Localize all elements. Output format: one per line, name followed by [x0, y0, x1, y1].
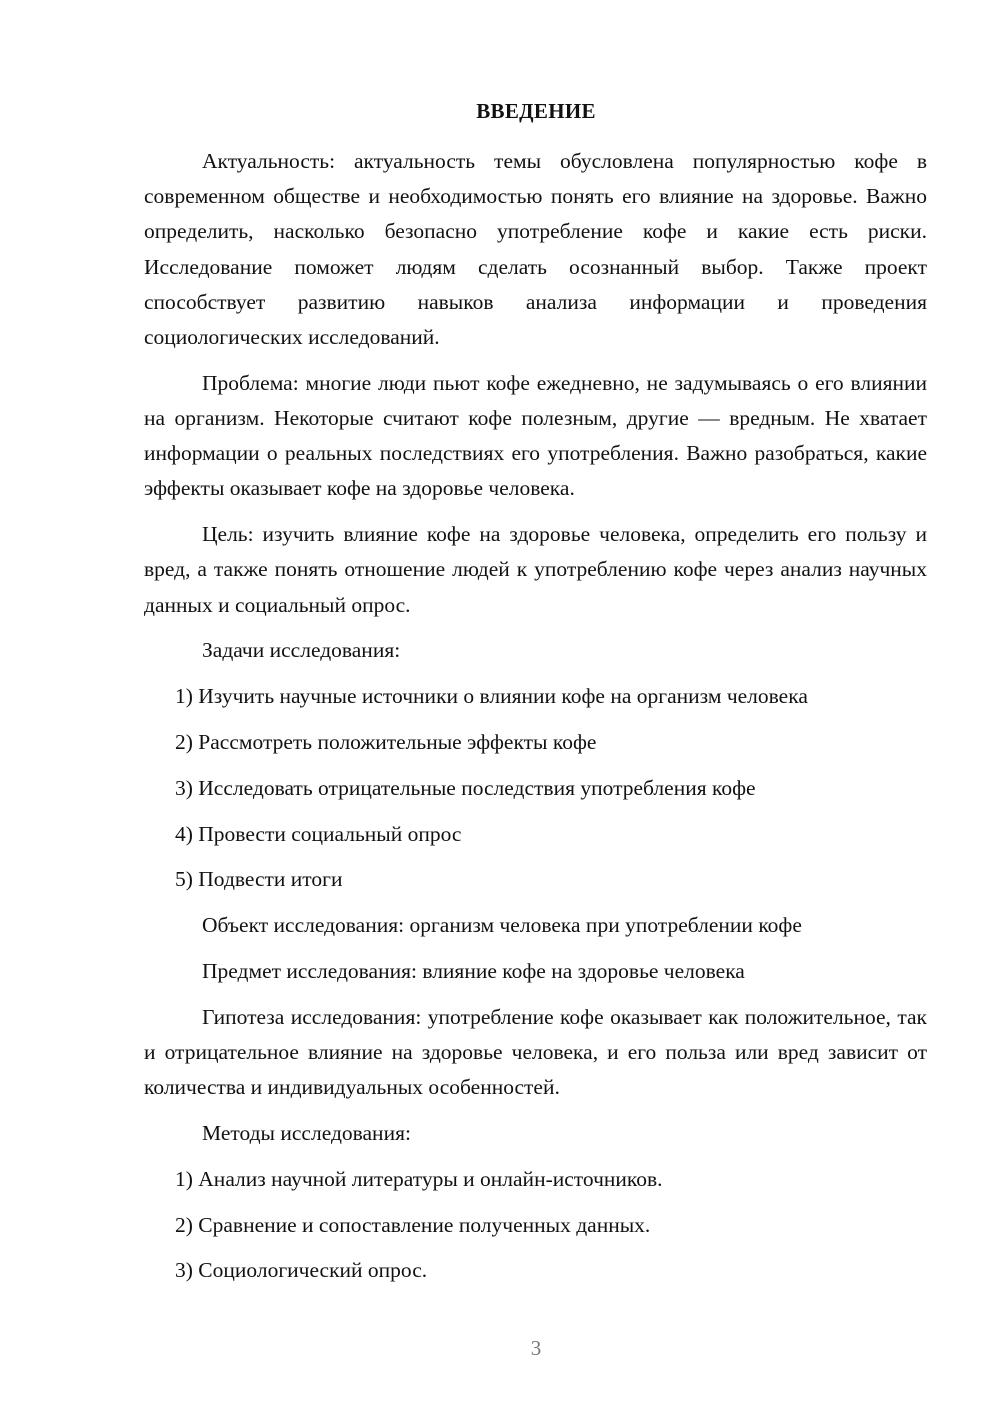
- page-title: ВВЕДЕНИЕ: [476, 99, 596, 123]
- goal-paragraph: Цель: изучить влияние кофе на здоровье человека, определить его пользу и вред, а также понять отношение людей к употреблению кофе через анализ научных данных и социальный опрос.: [144, 522, 927, 617]
- task-item-2: 2) Рассмотреть положительные эффекты кофе: [175, 730, 597, 755]
- method-item-2: 2) Сравнение и сопоставление полученных данных.: [175, 1212, 651, 1237]
- task-item-1: 1) Изучить научные источники о влиянии кофе на организм человека: [175, 684, 808, 709]
- page-number: 3: [530, 1336, 542, 1360]
- page-content: [144, 144, 927, 1299]
- relevance-paragraph: Актуальность: актуальность темы обусловлена популярностью кофе в современном обществе и необходимостью понять его влияние на здоровье. Важно определить, насколько безопасно употребление кофе и какие есть риски. Исследование поможет людям сделать осознанный выбор. Также проект способствует развитию навыков анализа информации и проведения социологических исследований.: [144, 149, 927, 350]
- task-item-4: 4) Провести социальный опрос: [175, 821, 462, 846]
- method-item-3: 3) Социологический опрос.: [175, 1258, 428, 1283]
- tasks-heading: Задачи исследования:: [202, 638, 401, 663]
- object-line: Объект исследования: организм человека при употреблении кофе: [202, 913, 802, 938]
- task-item-3: 3) Исследовать отрицательные последствия употребления кофе: [175, 775, 756, 800]
- method-item-1: 1) Анализ научной литературы и онлайн-источников.: [175, 1166, 663, 1191]
- methods-heading: Методы исследования:: [202, 1121, 411, 1145]
- hypothesis-paragraph: Гипотеза исследования: употребление кофе оказывает как положительное, так и отрицательное влияние на здоровье человека, и его польза или вред зависит от количества и индивидуальных особенностей.: [144, 1004, 927, 1100]
- task-item-5: 5) Подвести итоги: [175, 867, 343, 892]
- subject-line: Предмет исследования: влияние кофе на здоровье человека: [202, 959, 745, 983]
- problem-paragraph: Проблема: многие люди пьют кофе ежедневно, не задумываясь о его влиянии на организм. Некоторые считают кофе полезным, другие — вредным. Не хватает информации о реальных последствиях его употребления. Важно разобраться, какие эффекты оказывает кофе на здоровье человека.: [144, 370, 927, 501]
